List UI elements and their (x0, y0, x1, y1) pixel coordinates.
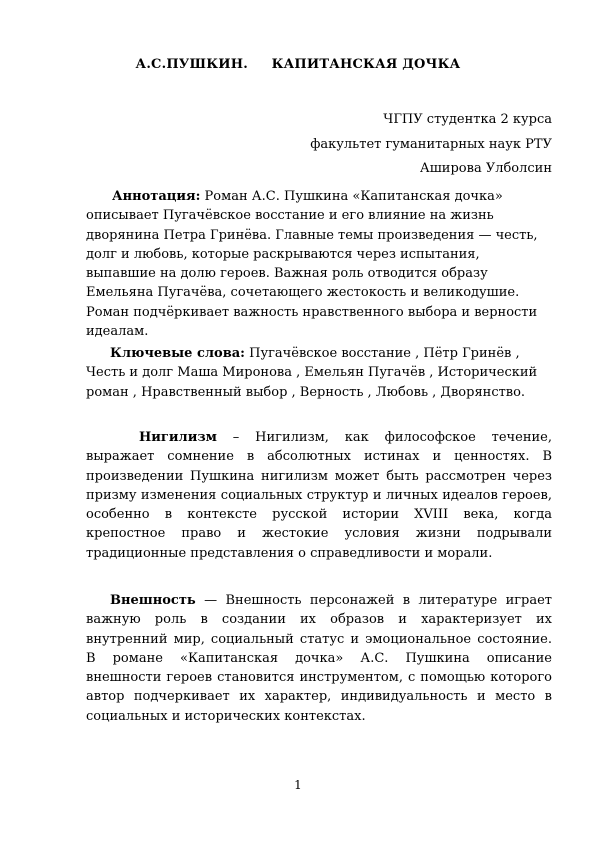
keywords-text: Пугачёвское восстание , Пётр Гринёв , Честь и долг Маша Миронова , Емельян Пугачёв , Исторический роман , Нравственный выбор , Верность , Любовь , Дворянство. (86, 346, 538, 400)
nihilism-text: – Нигилизм, как философское течение, выражает сомнение в абсолютных истинах и ценностях. В произведении Пушкина нигилизм может быть рассмотрен через призму изменения социальных структур и личных идеалов героев, особенно в контексте русской истории XVIII века, когда крепостное право и жестокие условия жизни подрывали традиционные представления о справедливости и морали. (86, 430, 552, 561)
annotation-paragraph (86, 187, 552, 341)
nihilism-paragraph (86, 428, 552, 563)
keywords-paragraph (86, 344, 552, 402)
author-name: Аширова Улболсин (419, 161, 552, 176)
annotation-text: Роман А.С. Пушкина «Капитанская дочка» описывает Пугачёвское восстание и его влияние на жизнь дворянина Петра Гринёва. Главные темы произведения — честь, долг и любовь, которые раскрываются через испытания, выпавшие на долю героев. Важная роль отводится образу Емельяна Пугачёва, сочетающего жестокость и великодушие. Роман подчёркивает важность нравственного выбора и верности идеалам. (86, 189, 538, 340)
author-block (310, 108, 552, 182)
nihilism-label: Нигилизм (139, 430, 217, 445)
keywords-label: Ключевые слова: (110, 346, 245, 361)
document-title: А.С.ПУШКИН. КАПИТАНСКАЯ ДОЧКА (135, 57, 461, 72)
appearance-label: Внешность (110, 593, 196, 608)
page-number: 1 (294, 778, 302, 792)
appearance-text: — Внешность персонажей в литературе играет важную роль в создании их образов и характеризует их внутренний мир, социальный статус и эмоциональное состояние. В романе «Капитанская дочка» А.С. Пушкина описание внешности героев становится инструментом, с помощью которого автор подчеркивает их характер, индивидуальность и место в социальных и исторических контекстах. (86, 593, 552, 724)
appearance-paragraph (86, 591, 552, 726)
annotation-label: Аннотация: (112, 189, 201, 204)
author-affiliation: ЧГПУ студентка 2 курса (383, 112, 552, 127)
author-faculty: факультет гуманитарных наук РТУ (310, 136, 552, 152)
